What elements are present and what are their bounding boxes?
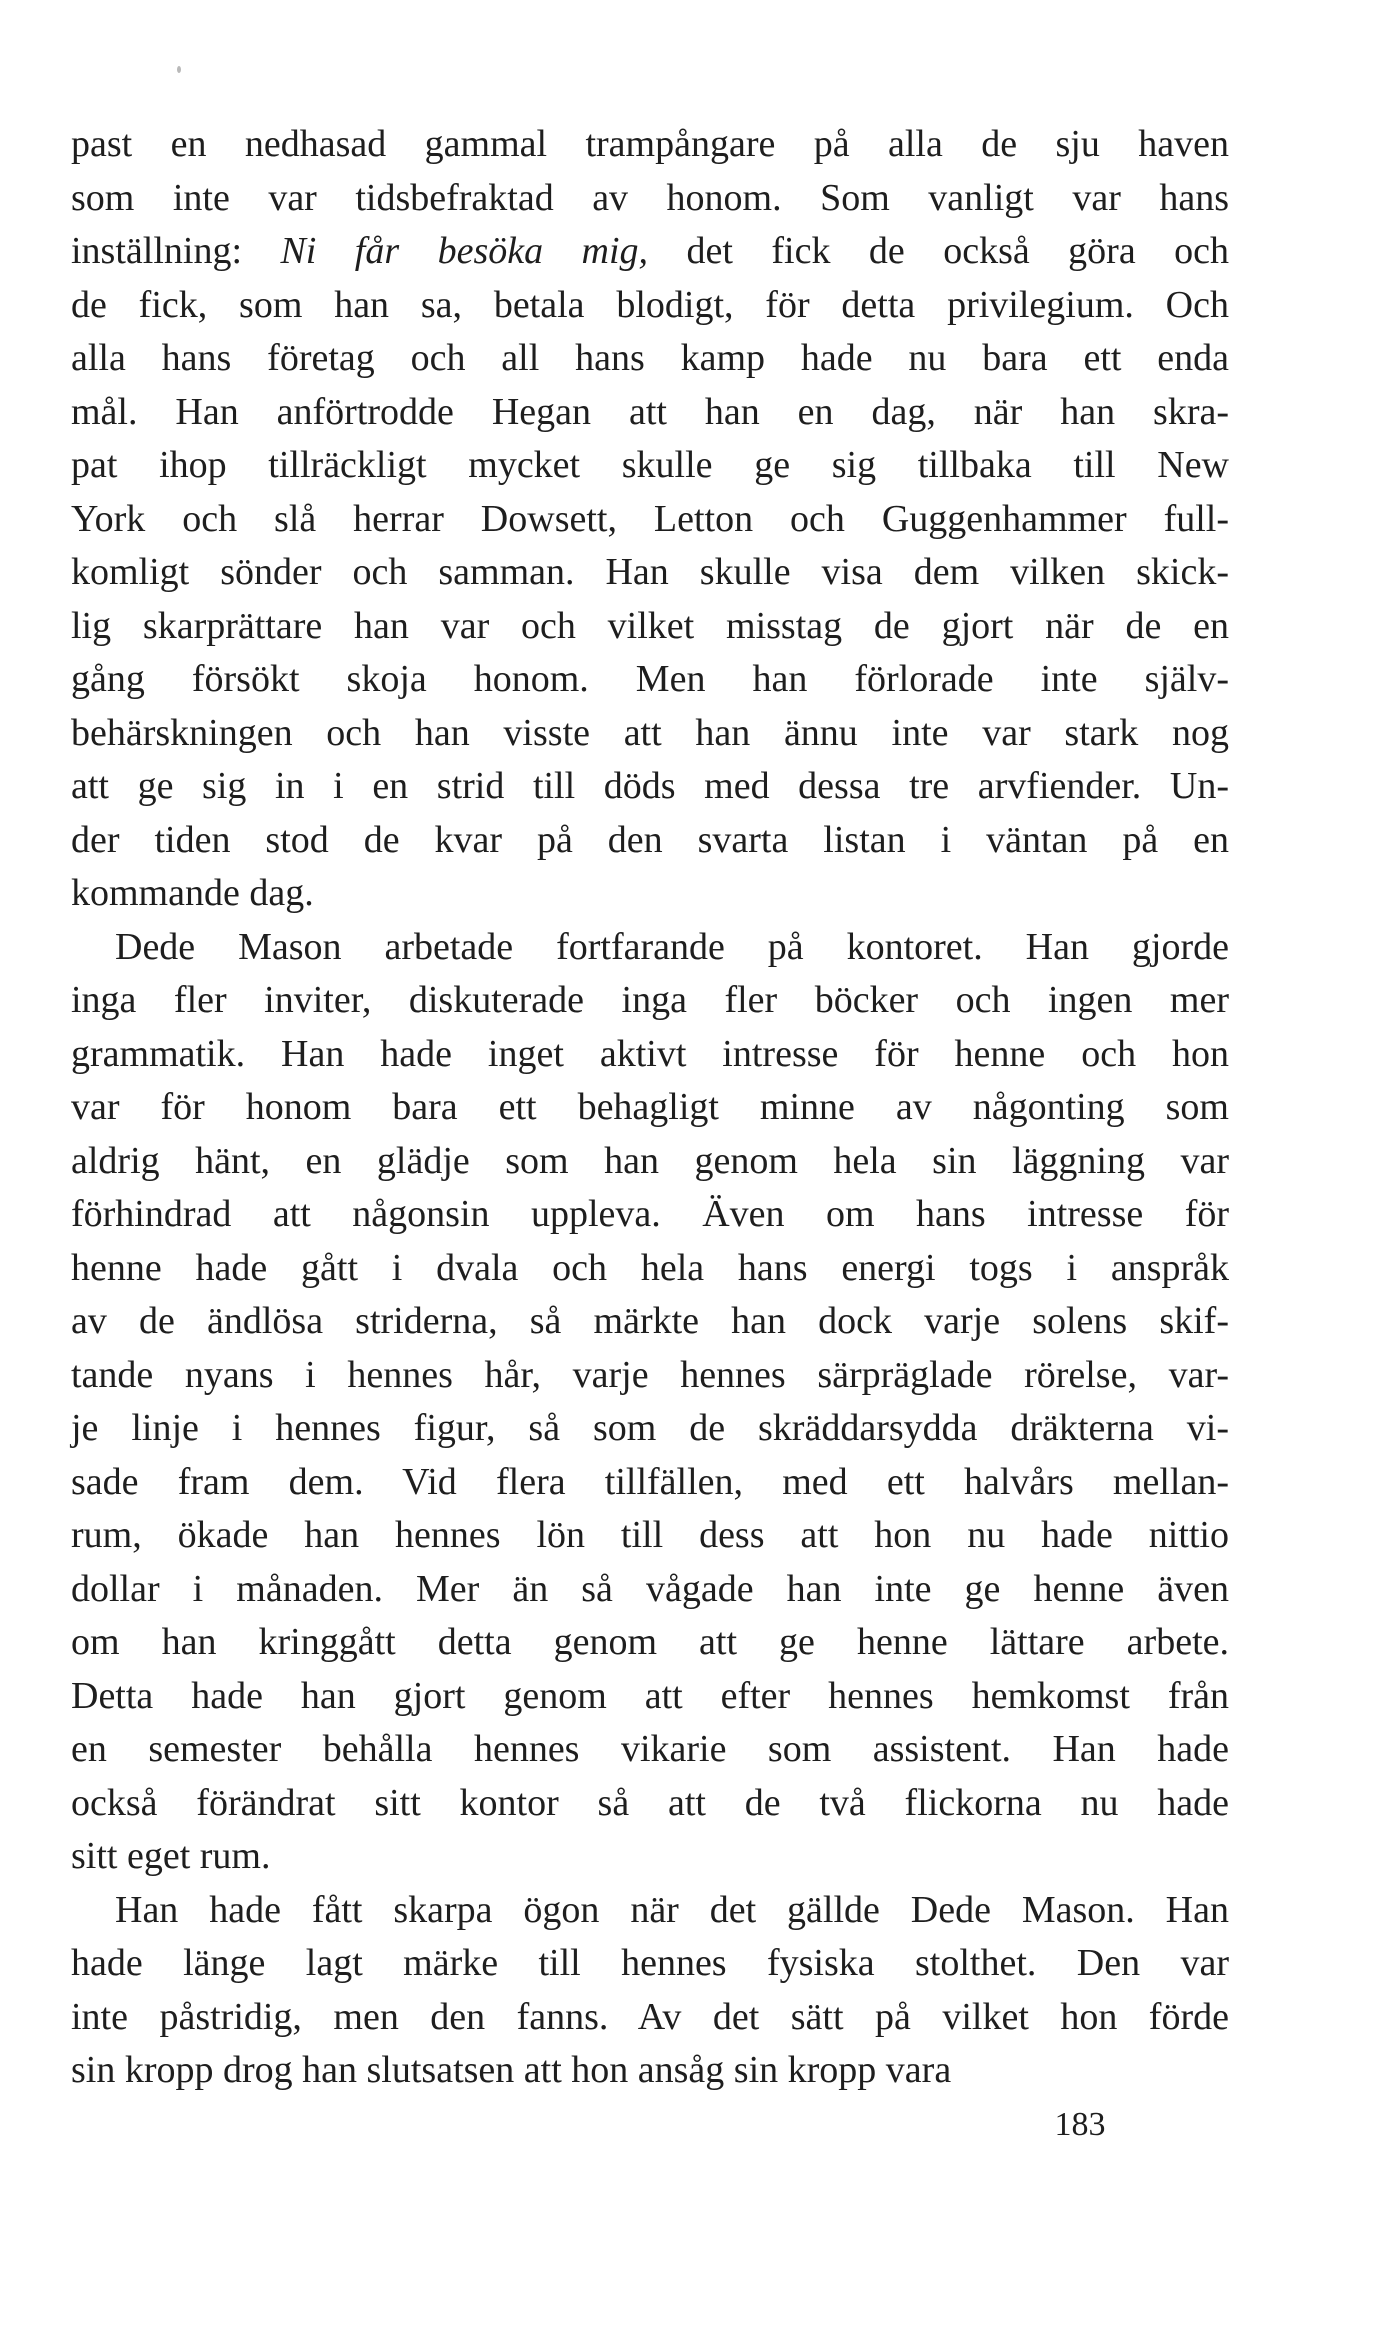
text-line	[71, 225, 1229, 279]
text-line-content: lig skarprättare han var och vilket misstag de gjort när de en	[71, 604, 1229, 647]
ink-speck	[177, 66, 181, 73]
text-line	[71, 1188, 1229, 1242]
text-line-content: gång försökt skoja honom. Men han förlorade inte själv-	[71, 658, 1229, 700]
text-line	[71, 1402, 1229, 1456]
text-line	[71, 814, 1229, 868]
text-line	[71, 1777, 1229, 1831]
page-number: 183	[1054, 2106, 1106, 2143]
text-line	[71, 1081, 1229, 1135]
text-line-content: om han kringgått detta genom att ge henne lättare arbete.	[71, 1621, 1229, 1663]
text-line-content: pat ihop tillräckligt mycket skulle ge sig tillbaka till New	[71, 444, 1229, 486]
text-line-content: det fick de också göra och	[648, 230, 1230, 272]
text-line	[71, 439, 1229, 493]
text-line	[71, 760, 1229, 814]
text-line	[71, 1456, 1229, 1510]
text-line	[71, 1349, 1229, 1403]
text-line	[71, 653, 1229, 707]
text-line-content: past en nedhasad gammal trampångare på alla de sju haven	[71, 123, 1229, 165]
text-line-content: York och slå herrar Dowsett, Letton och Guggenhammer full-	[71, 497, 1229, 540]
text-line	[71, 1028, 1229, 1082]
text-line-content: mål. Han anförtrodde Hegan att han en dag, när han skra-	[71, 390, 1229, 433]
emphasized-text: Ni får besöka mig,	[280, 230, 649, 272]
text-line-content: komligt sönder och samman. Han skulle visa dem vilken skick-	[71, 551, 1229, 593]
text-line	[71, 1991, 1229, 2045]
text-line-content: alla hans företag och all hans kamp hade nu bara ett enda	[71, 337, 1229, 379]
text-line	[71, 867, 1229, 921]
text-line	[71, 1616, 1229, 1670]
text-line-content: en semester behålla hennes vikarie som assistent. Han hade	[71, 1728, 1229, 1770]
text-line-content: inställning:	[71, 230, 281, 272]
text-line-content: der tiden stod de kvar på den svarta listan i väntan på en	[71, 818, 1229, 861]
text-line	[71, 1937, 1229, 1991]
text-line	[71, 1242, 1229, 1296]
text-line-content: behärskningen och han visste att han ännu inte var stark nog	[71, 711, 1229, 754]
text-line-content: Han hade fått skarpa ögon när det gällde Dede Mason. Han	[115, 1888, 1229, 1931]
text-line-content: kommande dag.	[71, 872, 314, 914]
text-line-content: inte påstridig, men den fanns. Av det sätt på vilket hon förde	[71, 1995, 1229, 2038]
text-line	[71, 1830, 1229, 1884]
text-line	[71, 172, 1229, 226]
text-line-content: aldrig hänt, en glädje som han genom hela sin läggning var	[71, 1139, 1229, 1182]
text-line	[71, 974, 1229, 1028]
text-line	[71, 1670, 1229, 1724]
text-line-content: grammatik. Han hade inget aktivt intresse för henne och hon	[71, 1032, 1229, 1075]
text-line	[71, 279, 1229, 333]
text-line	[71, 600, 1229, 654]
text-line-content: inga fler inviter, diskuterade inga fler böcker och ingen mer	[71, 979, 1229, 1021]
text-line-content: sitt eget rum.	[71, 1835, 271, 1877]
text-line-content: förhindrad att någonsin uppleva. Även om hans intresse för	[71, 1193, 1229, 1235]
text-line-content: att ge sig in i en strid till döds med dessa tre arvfiender. Un-	[71, 765, 1229, 807]
text-line-content: henne hade gått i dvala och hela hans energi togs i anspråk	[71, 1246, 1229, 1289]
text-line	[71, 546, 1229, 600]
text-line-content: de fick, som han sa, betala blodigt, för detta privilegium. Och	[71, 283, 1229, 326]
text-line-content: je linje i hennes figur, så som de skräddarsydda dräkterna vi-	[71, 1407, 1229, 1449]
text-line	[71, 332, 1229, 386]
text-line	[71, 386, 1229, 440]
text-line-content: Detta hade han gjort genom att efter hennes hemkomst från	[71, 1674, 1229, 1717]
text-line-content: var för honom bara ett behagligt minne av någonting som	[71, 1086, 1229, 1128]
body-text	[71, 118, 1229, 2098]
text-line-content: dollar i månaden. Mer än så vågade han inte ge henne även	[71, 1567, 1229, 1610]
text-line	[71, 493, 1229, 547]
text-line-content: också förändrat sitt kontor så att de två flickorna nu hade	[71, 1781, 1229, 1824]
text-line	[71, 1563, 1229, 1617]
text-line	[71, 1295, 1229, 1349]
text-line	[71, 2044, 1229, 2098]
text-line-content: Dede Mason arbetade fortfarande på kontoret. Han gjorde	[115, 925, 1229, 968]
text-line	[71, 707, 1229, 761]
text-line-content: rum, ökade han hennes lön till dess att hon nu hade nittio	[71, 1514, 1229, 1556]
text-line-content: sade fram dem. Vid flera tillfällen, med ett halvårs mellan-	[71, 1460, 1229, 1503]
text-line	[71, 1135, 1229, 1189]
text-line-content: sin kropp drog han slutsatsen att hon ansåg sin kropp vara	[71, 2049, 952, 2091]
text-line-content: tande nyans i hennes hår, varje hennes särpräglade rörelse, var-	[71, 1353, 1229, 1396]
text-line	[71, 921, 1229, 975]
text-line-content: som inte var tidsbefraktad av honom. Som vanligt var hans	[71, 176, 1229, 219]
text-line-content: hade länge lagt märke till hennes fysiska stolthet. Den var	[71, 1942, 1229, 1984]
text-line	[71, 1509, 1229, 1563]
text-line-content: av de ändlösa striderna, så märkte han dock varje solens skif-	[71, 1300, 1229, 1342]
text-line	[71, 118, 1229, 172]
text-line	[71, 1723, 1229, 1777]
text-line	[71, 1884, 1229, 1938]
